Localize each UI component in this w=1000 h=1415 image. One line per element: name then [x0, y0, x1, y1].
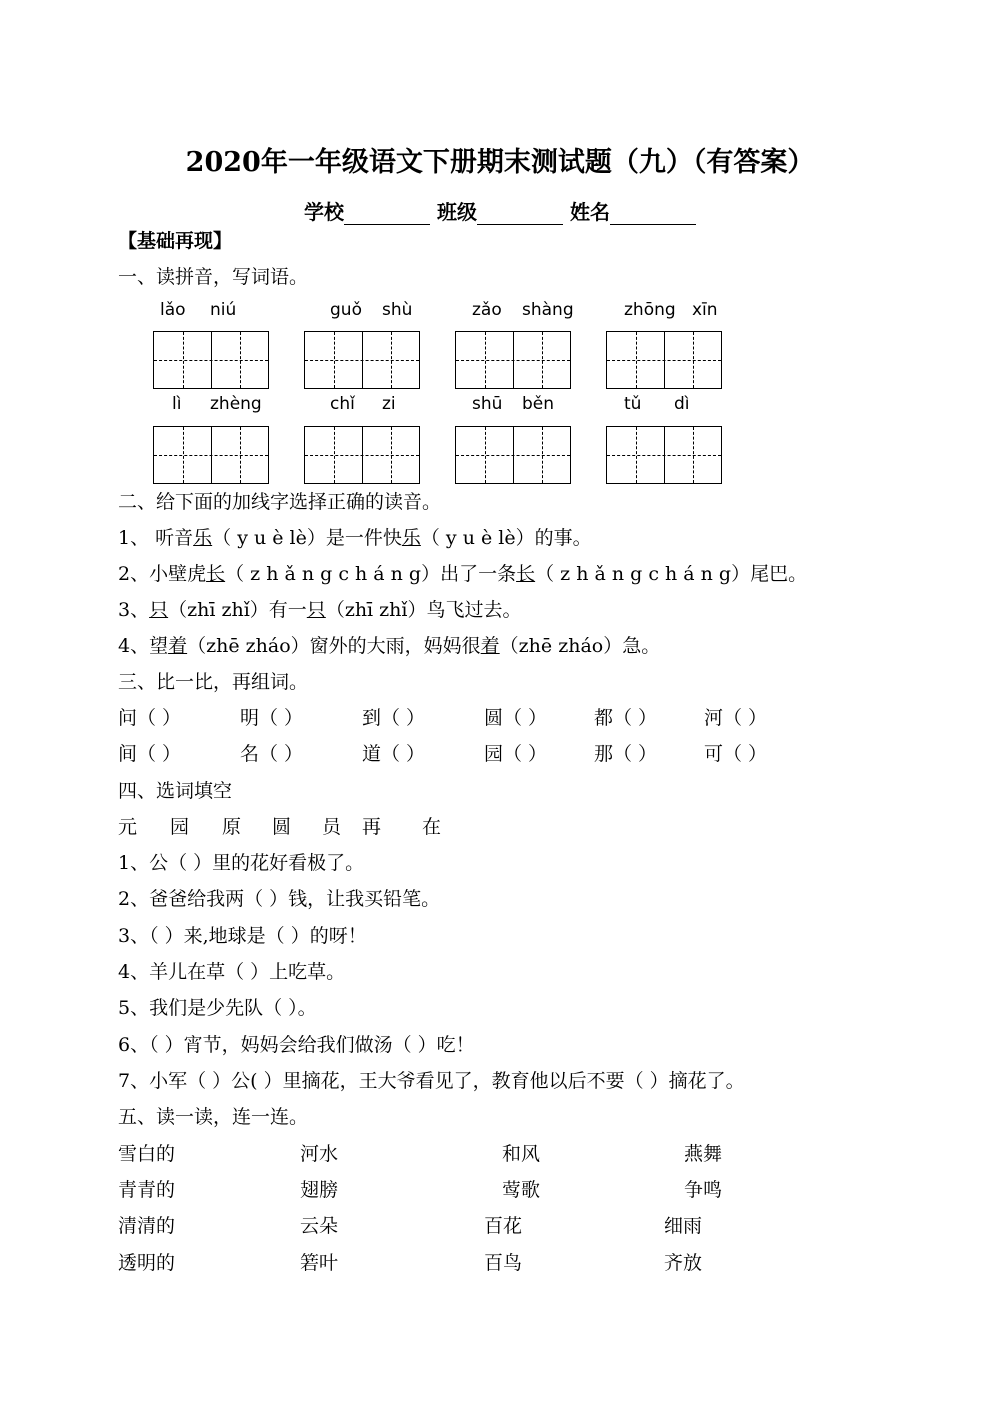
- pinyin: shū: [472, 394, 503, 414]
- compare-item: 都（ ）: [594, 707, 658, 729]
- compare-item: 可（ ）: [704, 743, 768, 765]
- q4-line-3: 3、（ ）来,地球是（ ）的呀！: [118, 925, 367, 947]
- q4-line-4: 4、羊儿在草（ ）上吃草。: [118, 961, 346, 983]
- pinyin: chǐ: [330, 394, 355, 414]
- q2-line-2: 2、小壁虎长（ z h ǎ n g c h á n g）出了一条长（ z h ǎ n g c h á n g）尾巴。: [118, 563, 808, 585]
- pinyin: lǎo: [160, 300, 186, 320]
- class-blank[interactable]: [477, 204, 563, 225]
- pinyin: shàng: [522, 300, 574, 320]
- name-label: 姓名: [569, 200, 610, 224]
- match-word[interactable]: 百花: [484, 1215, 523, 1237]
- q4-line-2: 2、爸爸给我两（ ）钱，让我买铅笔。: [118, 888, 441, 910]
- choice-char: 园: [170, 816, 190, 838]
- choice-char: 元: [118, 816, 138, 838]
- match-word[interactable]: 和风: [502, 1143, 541, 1165]
- pinyin: zǎo: [472, 300, 502, 320]
- match-word[interactable]: 云朵: [300, 1215, 339, 1237]
- match-word[interactable]: 透明的: [118, 1252, 176, 1274]
- compare-item: 那（ ）: [594, 743, 658, 765]
- match-word[interactable]: 清清的: [118, 1215, 176, 1237]
- q5-heading: 五、读一读，连一连。: [118, 1106, 309, 1128]
- writing-grid[interactable]: [153, 331, 269, 389]
- q2-heading: 二、给下面的加线字选择正确的读音。: [118, 491, 442, 513]
- q4-heading: 四、选词填空: [118, 780, 233, 802]
- match-word[interactable]: 雪白的: [118, 1143, 176, 1165]
- q2-line-4: 4、望着（zhē zháo）窗外的大雨，妈妈很着（zhē zháo）急。: [118, 635, 661, 657]
- pinyin: niú: [210, 300, 237, 320]
- compare-item: 圆（ ）: [484, 707, 548, 729]
- match-word[interactable]: 翅膀: [300, 1179, 339, 1201]
- class-label: 班级: [437, 200, 477, 224]
- writing-grid[interactable]: [153, 426, 269, 484]
- match-word[interactable]: 燕舞: [684, 1143, 723, 1165]
- compare-item: 名（ ）: [240, 743, 304, 765]
- writing-grid[interactable]: [455, 331, 571, 389]
- q2-line-3: 3、只（zhī zhǐ）有一只（zhī zhǐ）鸟飞过去。: [118, 599, 522, 621]
- student-info-line: [0, 196, 1000, 225]
- writing-grid[interactable]: [606, 426, 722, 484]
- pinyin: zhèng: [210, 394, 262, 414]
- q1-heading: 一、读拼音，写词语。: [118, 266, 309, 288]
- q3-heading: 三、比一比，再组词。: [118, 671, 309, 693]
- match-word[interactable]: 争鸣: [684, 1179, 723, 1201]
- match-word[interactable]: 河水: [300, 1143, 339, 1165]
- pinyin: zhōng: [624, 300, 676, 320]
- compare-item: 河（ ）: [704, 707, 768, 729]
- choice-char: 再: [362, 816, 382, 838]
- compare-item: 间（ ）: [118, 743, 182, 765]
- q2-line-1: 1、 听音乐（ y u è lè）是一件快乐（ y u è lè）的事。: [118, 527, 592, 549]
- writing-grid[interactable]: [606, 331, 722, 389]
- match-word[interactable]: 细雨: [664, 1215, 703, 1237]
- compare-item: 问（ ）: [118, 707, 182, 729]
- match-word[interactable]: 齐放: [664, 1252, 703, 1274]
- match-word[interactable]: 莺歌: [502, 1179, 541, 1201]
- pinyin: zi: [382, 394, 396, 414]
- pinyin: lì: [172, 394, 182, 414]
- choice-char: 原: [222, 816, 242, 838]
- pinyin: guǒ: [330, 300, 362, 320]
- writing-grid[interactable]: [304, 331, 420, 389]
- match-word[interactable]: 青青的: [118, 1179, 176, 1201]
- choice-char: 圆: [272, 816, 292, 838]
- writing-grid[interactable]: [304, 426, 420, 484]
- name-blank[interactable]: [610, 204, 696, 225]
- q4-line-7: 7、小军（ ）公( ）里摘花，王大爷看见了，教育他以后不要（ ）摘花了。: [118, 1070, 745, 1092]
- q4-line-6: 6、（ ）宵节，妈妈会给我们做汤（ ）吃！: [118, 1034, 475, 1056]
- pinyin: tǔ: [624, 394, 642, 414]
- school-label: 学校: [304, 200, 345, 224]
- section-heading: 【基础再现】: [118, 230, 233, 252]
- compare-item: 园（ ）: [484, 743, 548, 765]
- q4-line-1: 1、公（ ）里的花好看极了。: [118, 852, 365, 874]
- choice-char: 员: [322, 816, 342, 838]
- writing-grid[interactable]: [455, 426, 571, 484]
- q4-line-5: 5、我们是少先队（ ）。: [118, 997, 317, 1019]
- pinyin: xīn: [692, 300, 718, 320]
- pinyin: dì: [674, 394, 690, 414]
- compare-item: 到（ ）: [362, 707, 426, 729]
- pinyin: běn: [522, 394, 555, 414]
- match-word[interactable]: 箬叶: [300, 1252, 339, 1274]
- choice-char: 在: [422, 816, 442, 838]
- school-blank[interactable]: [344, 204, 430, 225]
- pinyin: shù: [382, 300, 413, 320]
- compare-item: 道（ ）: [362, 743, 426, 765]
- compare-item: 明（ ）: [240, 707, 304, 729]
- page-title: 2020年一年级语文下册期末测试题（九）（有答案）: [185, 147, 815, 178]
- match-word[interactable]: 百鸟: [484, 1252, 523, 1274]
